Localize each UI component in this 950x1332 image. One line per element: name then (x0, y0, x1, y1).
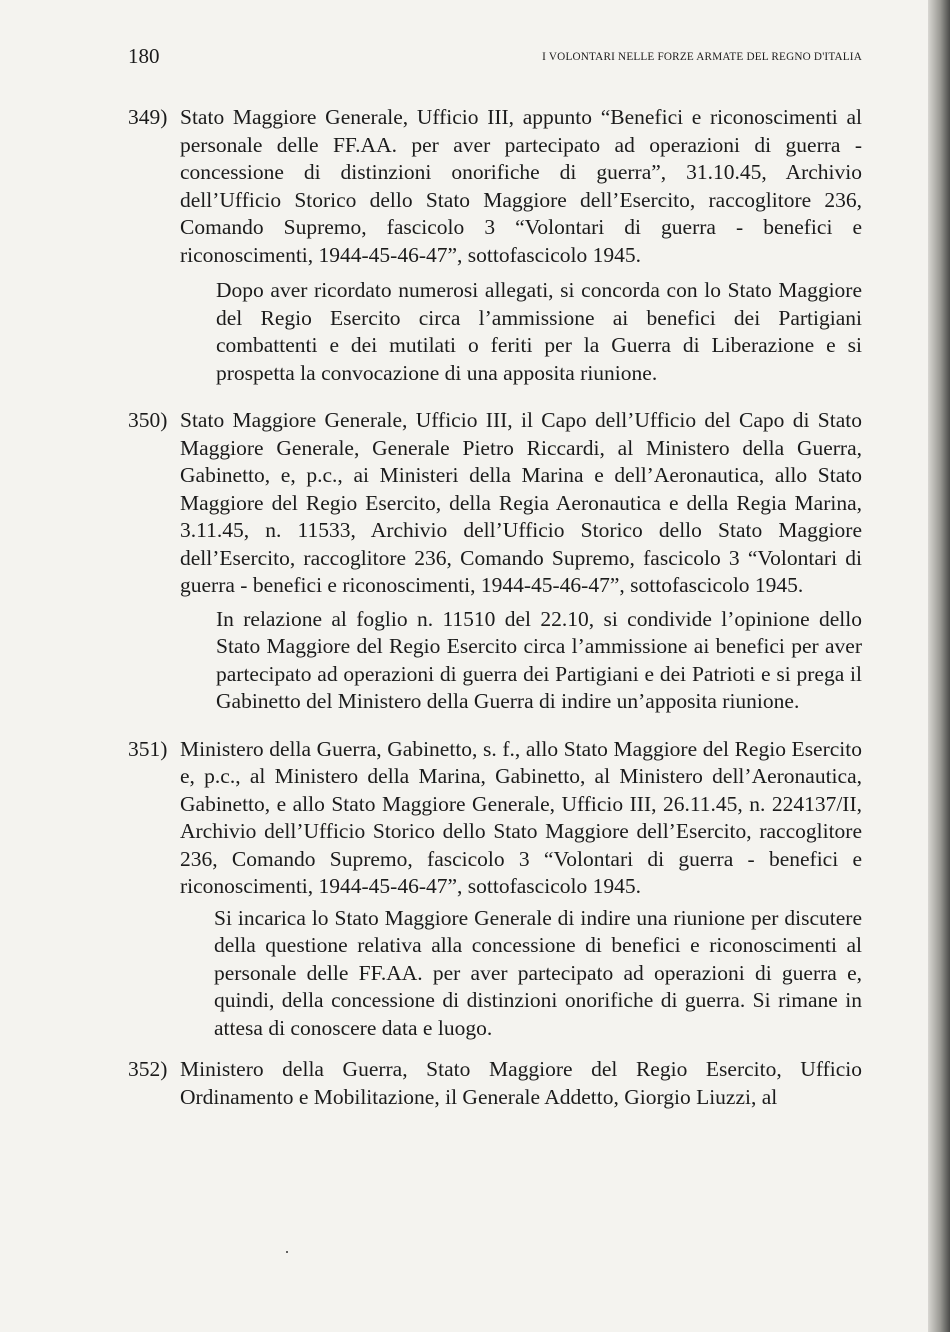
running-head: I VOLONTARI NELLE FORZE ARMATE DEL REGNO D'ITALIA (542, 51, 862, 63)
page-header (128, 44, 862, 74)
print-speck (286, 1251, 288, 1253)
entry-citation: Ministero della Guerra, Gabinetto, s. f., allo Stato Maggiore del Regio Esercito e, p.c., al Ministero della Marina, Gabinetto, al Ministero dell’Aeronautica, Gabinetto, e allo Stato Maggiore Generale, Ufficio III, 26.11.45, n. 224137/II, Archivio dell’Ufficio Storico dello Stato Maggiore dell’Esercito, raccoglitore 236, Comando Supremo, fascicolo 3 “Volontari di guerra - benefici e riconoscimenti, 1944-45-46-47”, sottofascicolo 1945. (180, 736, 862, 898)
entry-number: 352) (128, 1057, 168, 1081)
entry-350 (128, 407, 862, 716)
entry-summary: Dopo aver ricordato numerosi allegati, si concorda con lo Stato Maggiore del Regio Esercito circa l’ammissione ai benefici dei Partigiani combattenti e dei mutilati o feriti per la Guerra di Liberazione e si prospetta la convocazione di una apposita riunione. (216, 278, 862, 385)
document-entries (128, 104, 862, 1111)
entry-number: 349) (128, 105, 168, 129)
page-edge-shadow (928, 0, 950, 1332)
entry-citation: Ministero della Guerra, Stato Maggiore del Regio Esercito, Ufficio Ordinamento e Mobilitazione, il Generale Addetto, Giorgio Liuzzi, al (180, 1057, 862, 1109)
entry-summary: In relazione al foglio n. 11510 del 22.10, si condivide l’opinione dello Stato Maggiore del Regio Esercito circa l’ammissione ai benefici per aver partecipato ad operazioni di guerra dei Partigiani e dei Patrioti e si prega il Gabinetto del Ministero della Guerra di indire un’apposita riunione. (216, 606, 862, 713)
entry-352 (128, 1056, 862, 1111)
entry-summary: Si incarica lo Stato Maggiore Generale di indire una riunione per discutere della questione relativa alla concessione di benefici e riconoscimenti al personale delle FF.AA. per aver partecipato ad operazioni di guerra e, quindi, della concessione di distinzioni onorifiche di guerra. Si rimane in attesa di conoscere data e luogo. (214, 905, 862, 1040)
entry-citation: Stato Maggiore Generale, Ufficio III, appunto “Benefici e riconoscimenti al personale delle FF.AA. per aver partecipato ad operazioni di guerra - concessione di distinzioni onorifiche di guerra”, 31.10.45, Archivio dell’Ufficio Storico dello Stato Maggiore dell’Esercito, raccoglitore 236, Comando Supremo, fascicolo 3 “Volontari di guerra - benefici e riconoscimenti, 1944-45-46-47”, sottofascicolo 1945. (180, 105, 862, 267)
entry-number: 350) (128, 408, 168, 432)
entry-351 (128, 736, 862, 1043)
entry-citation: Stato Maggiore Generale, Ufficio III, il Capo dell’Ufficio del Capo di Stato Maggiore Generale, Generale Pietro Riccardi, al Ministero della Guerra, Gabinetto, e, p.c., ai Ministeri della Marina e dell’Aeronautica, allo Stato Maggiore del Regio Esercito, della Regia Aeronautica e della Regia Marina, 3.11.45, n. 11533, Archivio dell’Ufficio Storico dello Stato Maggiore dell’Esercito, raccoglitore 236, Comando Supremo, fascicolo 3 “Volontari di guerra - benefici e riconoscimenti, 1944-45-46-47”, sottofascicolo 1945. (180, 408, 862, 597)
entry-number: 351) (128, 736, 168, 761)
entry-349 (128, 104, 862, 387)
page-number: 180 (128, 44, 160, 68)
